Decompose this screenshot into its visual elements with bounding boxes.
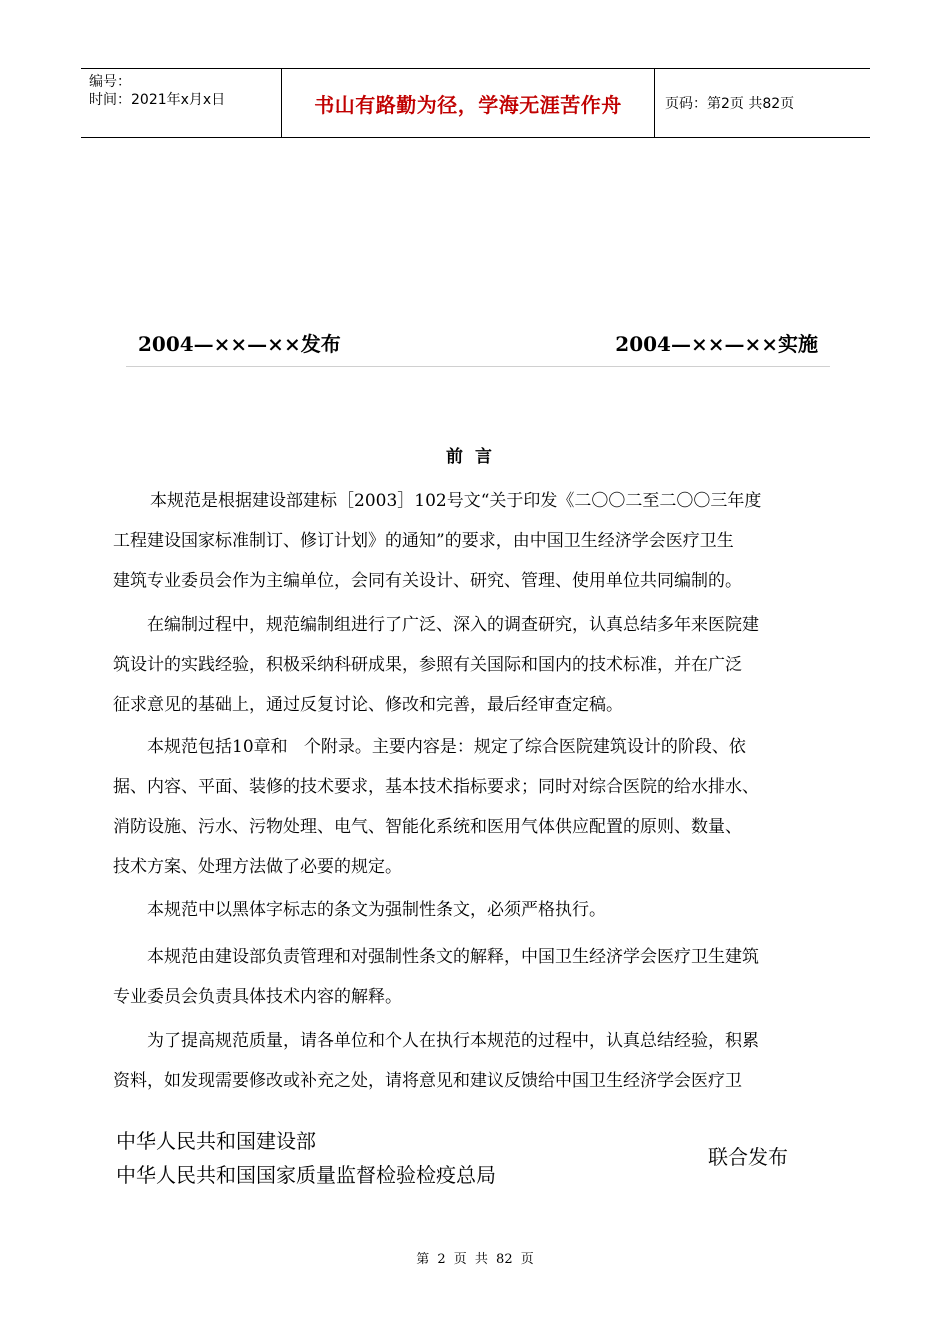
document-time-label: 时间：2021年x月x日 <box>89 92 226 108</box>
header-motto: 书山有路勤为径，学海无涯苦作舟 <box>281 69 655 137</box>
joint-release-label: 联合发布 <box>708 1145 788 1169</box>
preface-title: 前言 <box>446 447 504 467</box>
paragraph-line: 本规范中以黑体字标志的条文为强制性条文，必须严格执行。 <box>147 900 606 920</box>
paragraph-line: 专业委员会负责具体技术内容的解释。 <box>113 987 402 1007</box>
preface-paragraph <box>113 890 841 930</box>
paragraph-line: 在编制过程中，规范编制组进行了广泛、深入的调查研究，认真总结多年来医院建 <box>147 615 759 635</box>
footer-page-number: 第 2 页 共 82 页 <box>416 1252 534 1267</box>
preface-paragraph <box>113 1021 841 1101</box>
implement-date: 2004—××—××实施 <box>615 332 818 356</box>
header-left <box>89 73 225 109</box>
issuing-authorities <box>116 1124 496 1192</box>
preface-paragraph <box>113 937 841 1017</box>
paragraph-line: 工程建设国家标准制订、修订计划》的通知”的要求，由中国卫生经济学会医疗卫生 <box>113 531 734 551</box>
paragraph-line: 资料，如发现需要修改或补充之处，请将意见和建议反馈给中国卫生经济学会医疗卫 <box>113 1071 742 1091</box>
divider-line <box>126 366 830 367</box>
preface-paragraph <box>113 727 841 887</box>
issuer-ministry-of-construction: 中华人民共和国建设部 <box>116 1129 316 1153</box>
header-page-info: 页码：第2页 共82页 <box>665 96 795 112</box>
paragraph-line: 本规范由建设部负责管理和对强制性条文的解释，中国卫生经济学会医疗卫生建筑 <box>147 947 759 967</box>
paragraph-line: 本规范包括10章和 个附录。主要内容是：规定了综合医院建筑设计的阶段、依 <box>147 737 746 757</box>
page-header <box>81 68 870 138</box>
paragraph-line: 消防设施、污水、污物处理、电气、智能化系统和医用气体供应配置的原则、数量、 <box>113 817 742 837</box>
preface-paragraph <box>113 481 841 601</box>
paragraph-line: 本规范是根据建设部建标［2003］102号文“关于印发《二〇〇二至二〇〇三年度 <box>150 491 762 511</box>
issuer-aqsiq: 中华人民共和国国家质量监督检验检疫总局 <box>116 1163 496 1187</box>
release-date: 2004—××—××发布 <box>138 332 341 356</box>
paragraph-line: 据、内容、平面、装修的技术要求，基本技术指标要求；同时对综合医院的给水排水、 <box>113 777 759 797</box>
document-number-label: 编号： <box>89 74 131 90</box>
paragraph-line: 建筑专业委员会作为主编单位，会同有关设计、研究、管理、使用单位共同编制的。 <box>113 571 742 591</box>
paragraph-line: 技术方案、处理方法做了必要的规定。 <box>113 857 402 877</box>
paragraph-line: 征求意见的基础上，通过反复讨论、修改和完善，最后经审查定稿。 <box>113 695 623 715</box>
paragraph-line: 为了提高规范质量，请各单位和个人在执行本规范的过程中，认真总结经验，积累 <box>147 1031 759 1051</box>
preface-paragraph <box>113 605 841 725</box>
paragraph-line: 筑设计的实践经验，积极采纳科研成果，参照有关国际和国内的技术标准，并在广泛 <box>113 655 742 675</box>
